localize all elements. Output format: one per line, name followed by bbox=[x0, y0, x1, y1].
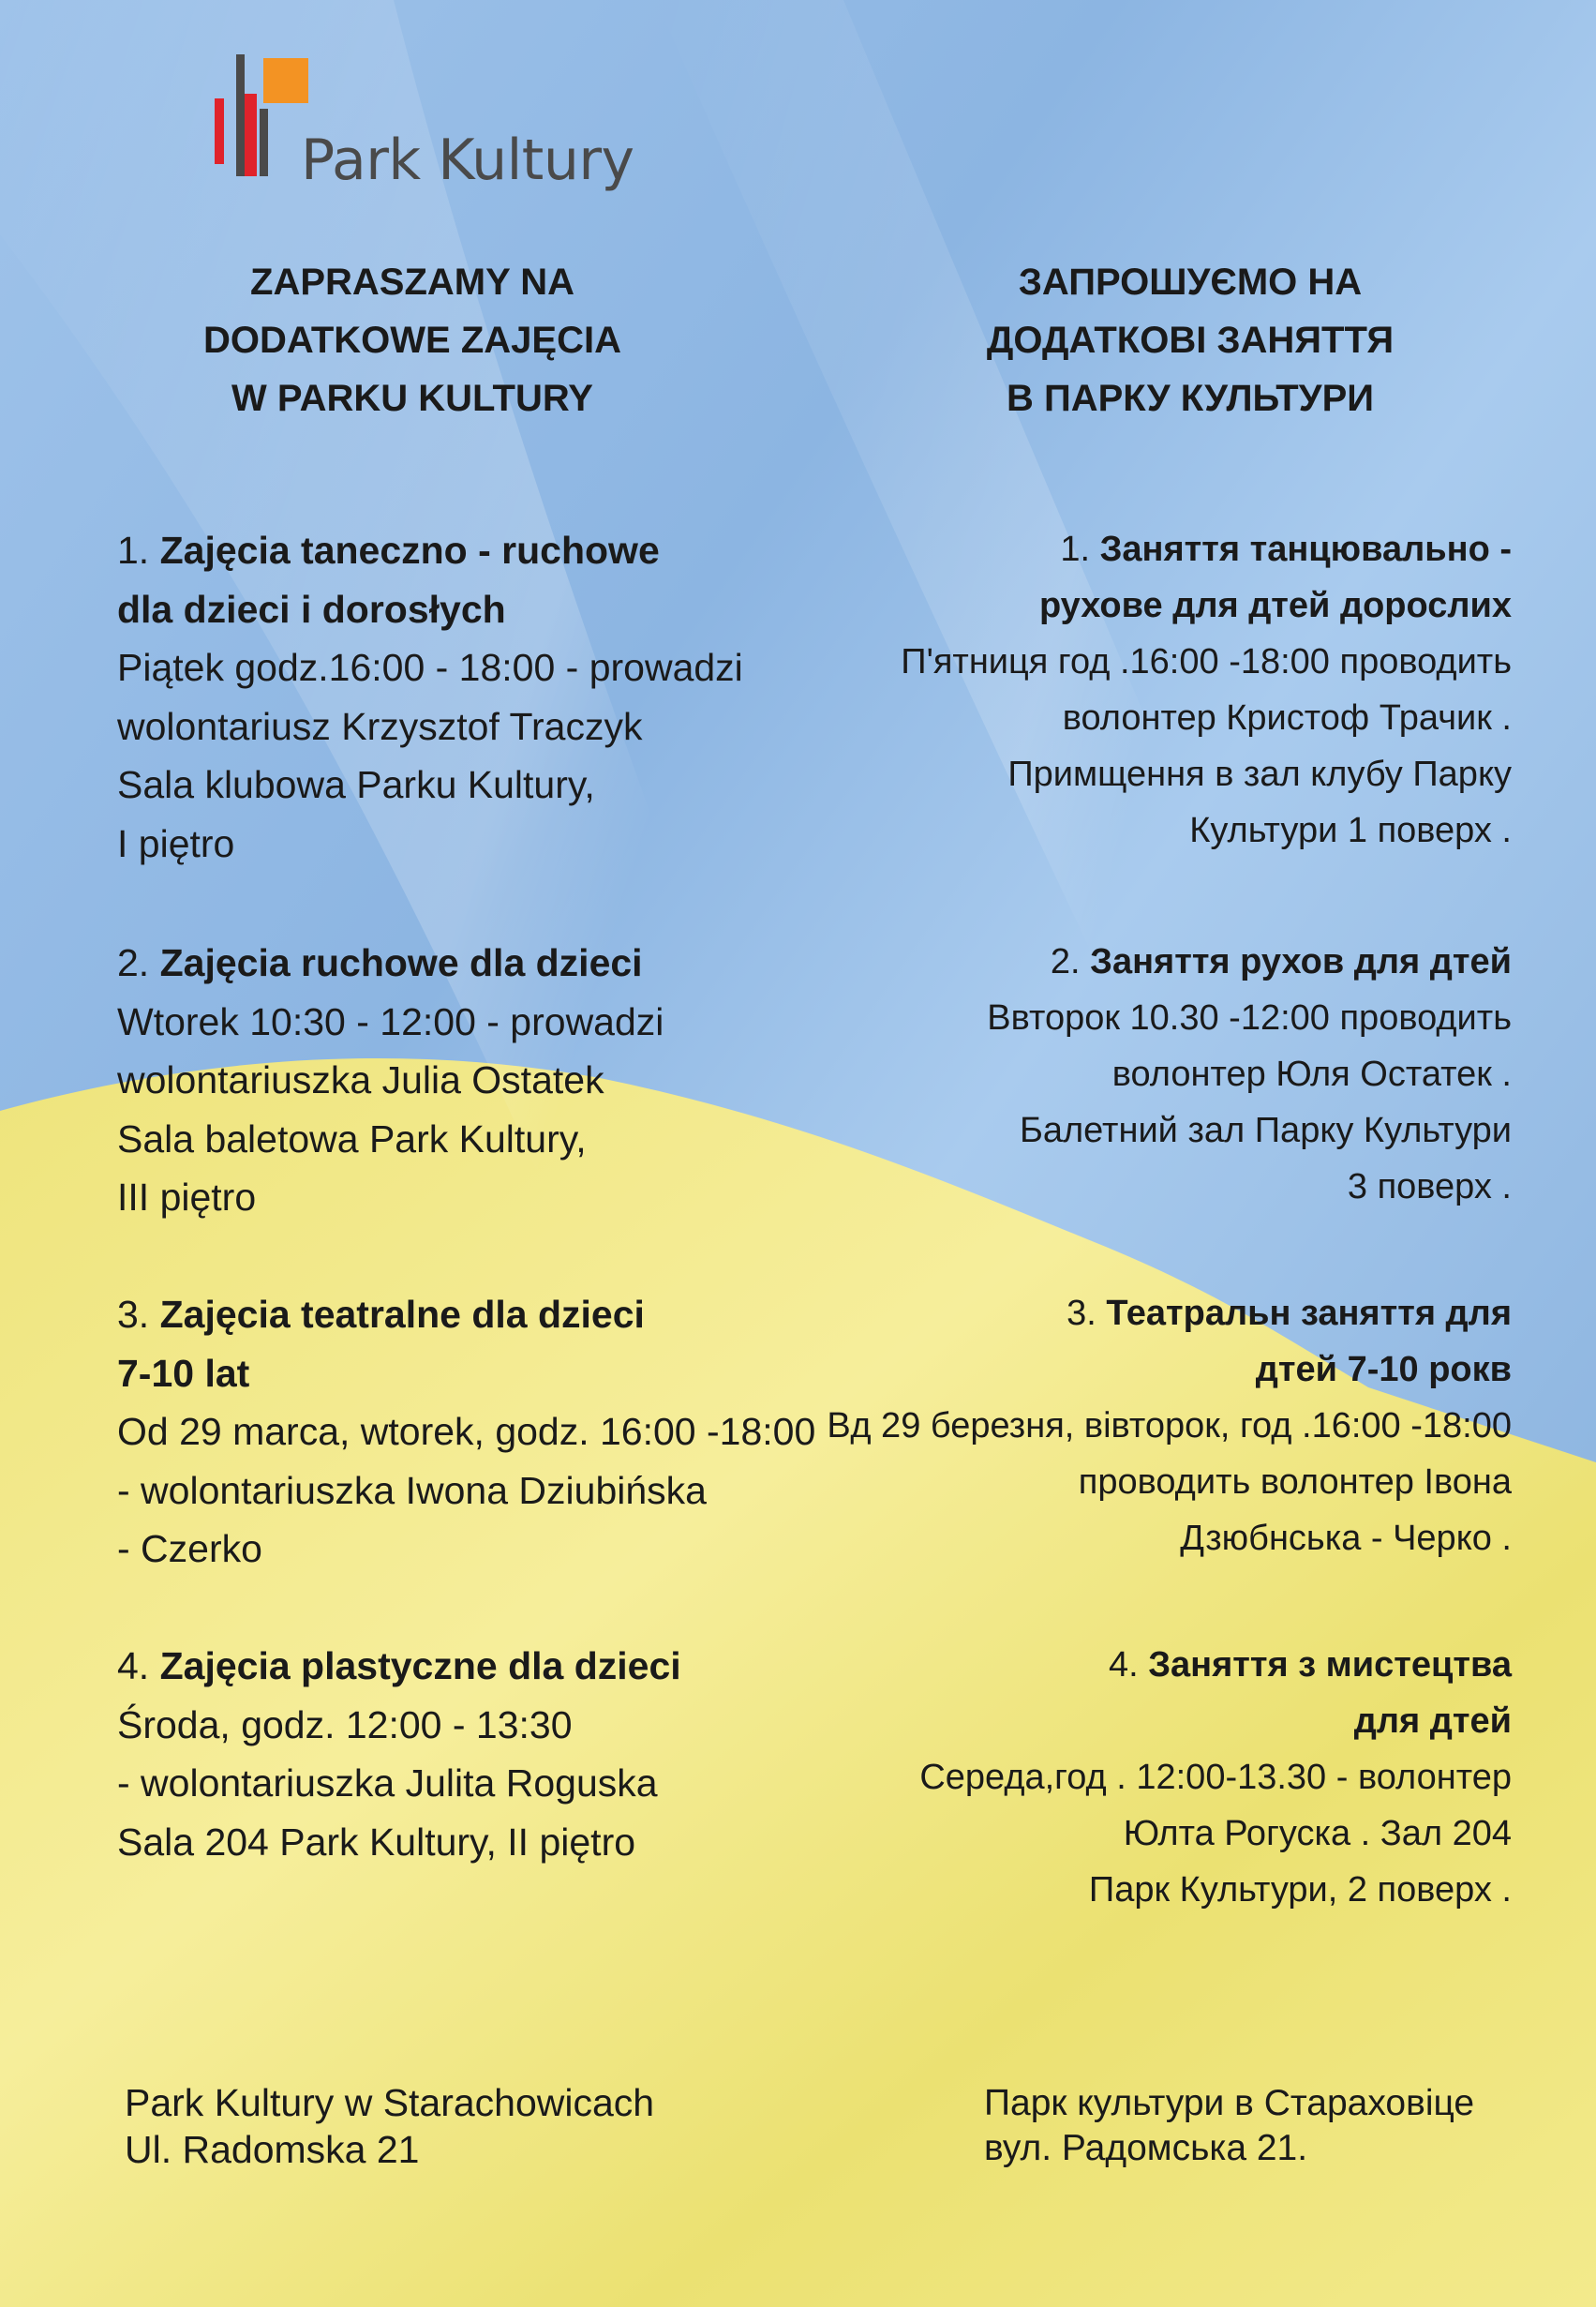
activity-title: 7-10 lat bbox=[117, 1351, 250, 1395]
activity-detail: Wtorek 10:30 - 12:00 - prowadzi bbox=[117, 999, 664, 1043]
activity-detail: Балетний зал Парку Культури bbox=[1019, 1111, 1512, 1150]
activity-title-line bbox=[117, 1285, 815, 1344]
activity-detail: Od 29 marca, wtorek, godz. 16:00 -18:00 bbox=[117, 1410, 816, 1453]
activity-detail: - Czerko bbox=[117, 1527, 262, 1570]
activity-detail: Парк Культури, 2 поверх . bbox=[1088, 1870, 1512, 1910]
activity-detail: П'ятниця год .16:00 -18:00 проводить bbox=[901, 642, 1512, 682]
activity-detail: проводить волонтер Івона bbox=[1078, 1462, 1512, 1502]
polish-activity-4 bbox=[117, 1637, 681, 1871]
ukrainian-address bbox=[984, 2081, 1474, 2171]
activity-detail: Культури 1 поверх . bbox=[1189, 811, 1512, 850]
activity-detail: Środa, godz. 12:00 - 13:30 bbox=[117, 1702, 573, 1746]
activity-title-line bbox=[919, 1637, 1532, 1693]
activity-detail: wolontariusz Krzysztof Traczyk bbox=[117, 704, 643, 748]
activity-title-line bbox=[117, 521, 743, 580]
activity-number: 1. bbox=[117, 529, 150, 572]
activity-detail: Piątek godz.16:00 - 18:00 - prowadzi bbox=[117, 646, 743, 689]
ukrainian-activity-2 bbox=[987, 934, 1532, 1215]
activity-detail: I piętro bbox=[117, 821, 235, 865]
activity-title: dla dzieci i dorosłych bbox=[117, 587, 506, 631]
activity-detail: wolontariuszka Julia Ostatek bbox=[117, 1058, 604, 1101]
activity-detail: - wolontariuszka Julita Roguska bbox=[117, 1761, 658, 1805]
polish-activity-3 bbox=[117, 1285, 815, 1579]
logo-text: Park Kultury bbox=[301, 127, 634, 193]
activity-title: Zajęcia ruchowe dla dzieci bbox=[159, 941, 643, 984]
activity-number: 4. bbox=[117, 1644, 150, 1687]
address-line: Ul. Radomska 21 bbox=[125, 2128, 420, 2171]
activity-number: 2. bbox=[1050, 942, 1081, 981]
activity-title-line bbox=[901, 521, 1532, 577]
ukrainian-activity-3 bbox=[827, 1285, 1532, 1566]
activity-detail: Sala klubowa Parku Kultury, bbox=[117, 763, 595, 806]
activity-detail: Вд 29 березня, вівторок, год .16:00 -18:00 bbox=[827, 1406, 1512, 1446]
park-kultury-logo bbox=[211, 54, 633, 195]
activity-detail: Юлта Рогуска . Зал 204 bbox=[1123, 1814, 1512, 1853]
activity-title: Заняття з мистецтва bbox=[1148, 1645, 1512, 1685]
activity-number: 2. bbox=[117, 941, 150, 984]
activity-number: 4. bbox=[1108, 1645, 1139, 1685]
polish-heading bbox=[122, 253, 703, 427]
polish-heading-line: DODATKOWE ZAJĘCIA bbox=[203, 320, 621, 361]
activity-detail: 3 поверх . bbox=[1347, 1167, 1512, 1206]
activity-title-line bbox=[987, 934, 1532, 990]
polish-address bbox=[125, 2079, 654, 2173]
address-line: вул. Радомська 21. bbox=[984, 2128, 1308, 2168]
activity-title-line bbox=[117, 934, 664, 993]
activity-detail: Sala 204 Park Kultury, II piętro bbox=[117, 1820, 636, 1864]
activity-title-line bbox=[827, 1285, 1532, 1341]
activity-title: Zajęcia plastyczne dla dzieci bbox=[159, 1644, 681, 1687]
activity-title: Театральн заняття для bbox=[1106, 1294, 1512, 1333]
activity-detail: Середа,год . 12:00-13.30 - волонтер bbox=[919, 1758, 1512, 1797]
activity-title: дтей 7-10 рокв bbox=[1255, 1350, 1512, 1389]
activity-detail: III piętro bbox=[117, 1176, 257, 1219]
activity-detail: - wolontariuszka Iwona Dziubińska bbox=[117, 1468, 707, 1512]
ukrainian-activity-4 bbox=[919, 1637, 1532, 1918]
ukrainian-heading-line: ЗАПРОШУЄМО НА bbox=[1018, 262, 1363, 303]
activity-title: Zajęcia teatralne dla dzieci bbox=[159, 1293, 645, 1336]
activity-number: 3. bbox=[117, 1293, 150, 1336]
ukrainian-heading bbox=[890, 253, 1490, 427]
activity-title-line bbox=[117, 1637, 681, 1696]
activity-detail: Примщення в зал клубу Парку bbox=[1007, 755, 1512, 794]
activity-title: для дтей bbox=[1353, 1701, 1512, 1741]
address-line: Парк культури в Стараховіце bbox=[984, 2083, 1475, 2123]
activity-detail: волонтер Юля Остатек . bbox=[1111, 1055, 1512, 1094]
activity-detail: Sala baletowa Park Kultury, bbox=[117, 1116, 587, 1161]
ukrainian-heading-line: В ПАРКУ КУЛЬТУРИ bbox=[1006, 378, 1374, 419]
ukrainian-activity-1 bbox=[901, 521, 1532, 859]
activity-detail: Ввторок 10.30 -12:00 проводить bbox=[987, 998, 1512, 1038]
activity-title: Заняття танцювально - bbox=[1099, 530, 1512, 569]
activity-detail: волонтер Кристоф Трачик . bbox=[1062, 698, 1512, 738]
activity-title: рухове для дтей дорослих bbox=[1038, 586, 1512, 625]
activity-number: 3. bbox=[1066, 1294, 1096, 1333]
activity-number: 1. bbox=[1060, 530, 1091, 569]
activity-title: Zajęcia taneczno - ruchowe bbox=[159, 529, 660, 572]
polish-heading-line: ZAPRASZAMY NA bbox=[250, 262, 574, 303]
activity-detail: Дзюбнська - Черко . bbox=[1180, 1519, 1512, 1558]
ukrainian-heading-line: ДОДАТКОВІ ЗАНЯТТЯ bbox=[986, 320, 1395, 361]
address-line: Park Kultury w Starachowicach bbox=[125, 2081, 655, 2124]
polish-heading-line: W PARKU KULTURY bbox=[231, 378, 593, 419]
activity-title: Заняття рухов для дтей bbox=[1090, 942, 1512, 981]
polish-activity-1 bbox=[117, 521, 743, 873]
polish-activity-2 bbox=[117, 934, 664, 1227]
